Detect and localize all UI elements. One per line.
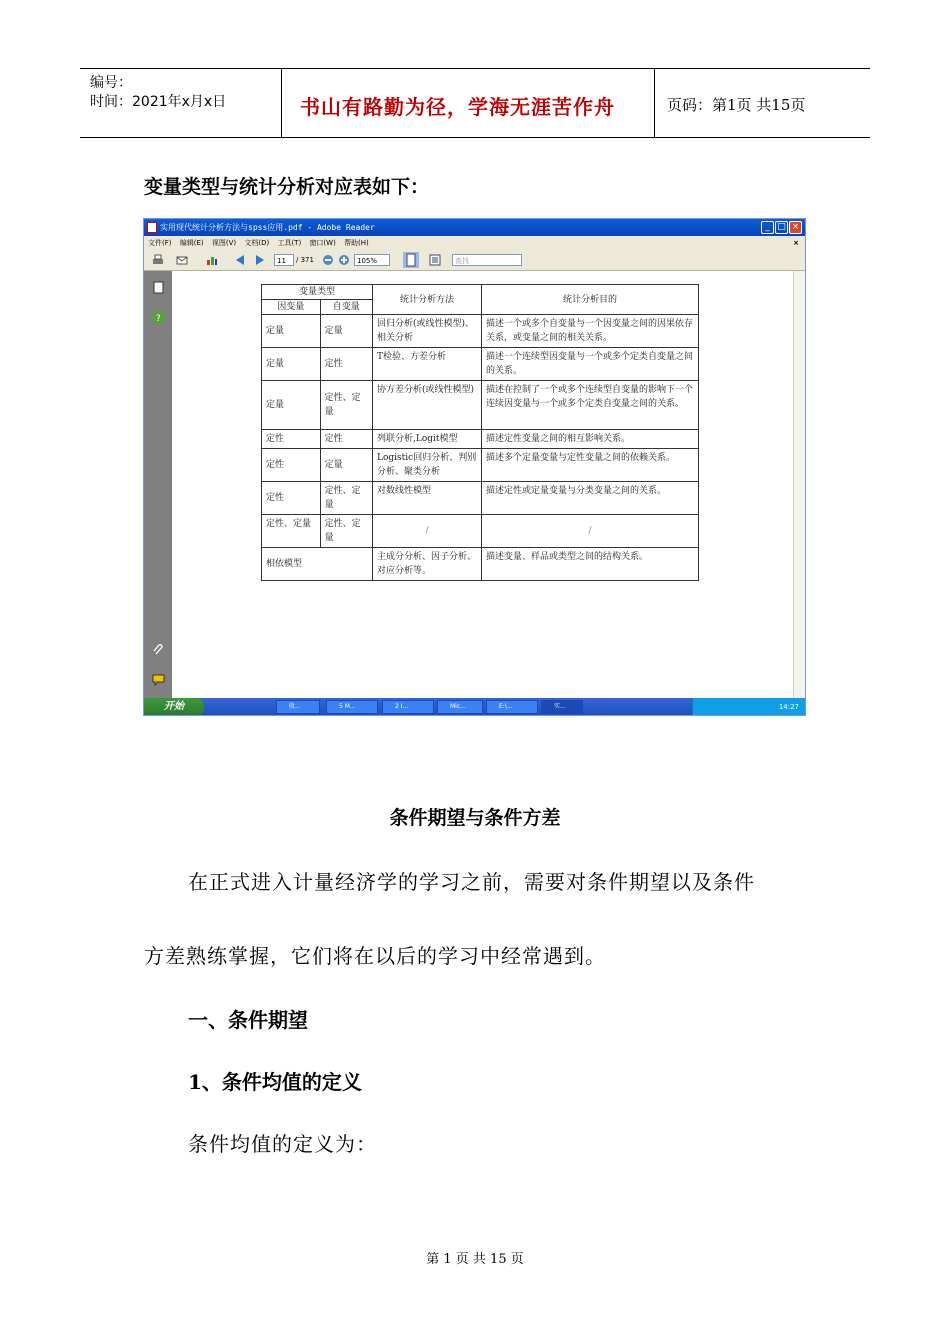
print-icon[interactable] xyxy=(152,254,164,266)
menu-file[interactable]: 文件(F) xyxy=(148,239,172,247)
section-title: 条件期望与条件方差 xyxy=(389,807,561,829)
table-row xyxy=(262,285,699,300)
email-icon[interactable] xyxy=(176,254,188,266)
header-goal: 统计分析目的 xyxy=(482,285,699,315)
page-number-input[interactable]: 11 xyxy=(274,254,294,266)
close-button[interactable]: × xyxy=(789,221,802,234)
menu-bar xyxy=(144,236,805,250)
header-independent: 自变量 xyxy=(320,300,372,315)
next-page-icon[interactable] xyxy=(254,254,266,266)
table-cell: 相依模型 xyxy=(262,548,373,581)
color-icon[interactable] xyxy=(206,254,218,266)
pdf-icon xyxy=(147,222,157,233)
table-cell: 回归分析(或线性模型)、相关分析 xyxy=(373,315,482,348)
table-cell: / xyxy=(373,515,482,548)
paragraph-definition: 条件均值的定义为： xyxy=(188,1132,377,1156)
pdf-document-area xyxy=(172,271,793,698)
fit-page-icon[interactable] xyxy=(429,254,441,266)
header-right-cell xyxy=(655,69,870,137)
header-method: 统计分析方法 xyxy=(373,285,482,315)
taskbar-item[interactable]: 2 I... xyxy=(382,700,434,714)
header-variable-type: 变量类型 xyxy=(262,285,373,300)
table-cell: T检验、方差分析 xyxy=(373,348,482,381)
table-cell: 列联分析,Logit模型 xyxy=(373,430,482,449)
menu-edit[interactable]: 编辑(E) xyxy=(179,239,204,247)
table-cell: 定性 xyxy=(320,430,372,449)
table-cell: 描述多个定量变量与定性变量之间的依赖关系。 xyxy=(482,449,699,482)
maximize-button[interactable]: □ xyxy=(775,221,788,234)
table-cell: 描述变量、样品或类型之间的结构关系。 xyxy=(482,548,699,581)
table-cell: 描述一个或多个自变量与一个因变量之间的因果依存关系，或变量之间的相关关系。 xyxy=(482,315,699,348)
menu-window[interactable]: 窗口(W) xyxy=(309,239,336,247)
table-row xyxy=(262,430,699,449)
number-label: 编号： xyxy=(90,75,132,91)
zoom-select[interactable]: 105% xyxy=(354,254,390,266)
table-cell: 协方差分析(或线性模型) xyxy=(373,381,482,430)
document-header xyxy=(80,68,870,138)
taskbar-item-active[interactable]: 实... xyxy=(541,700,583,714)
minimize-button[interactable]: _ xyxy=(761,221,774,234)
header-motto: 书山有路勤为径，学海无涯苦作舟 xyxy=(300,95,615,119)
table-row xyxy=(262,381,699,430)
table-row xyxy=(262,548,699,581)
table-cell: 定量 xyxy=(262,315,321,348)
taskbar-item[interactable]: 5 M... xyxy=(326,700,378,714)
table-row xyxy=(262,449,699,482)
comment-icon[interactable] xyxy=(152,673,165,686)
svg-text:?: ? xyxy=(156,314,161,324)
header-page-info: 页码：第1页 共15页 xyxy=(667,96,806,114)
toolbar xyxy=(144,250,805,271)
table-cell: / xyxy=(482,515,699,548)
table-cell: 描述在控制了一个或多个连续型自变量的影响下一个连续因变量与一个或多个定类自变量之间的关系。 xyxy=(482,381,699,430)
table-row xyxy=(262,348,699,381)
heading-conditional-expectation: 一、条件期望 xyxy=(188,1008,308,1032)
table-cell: 定性 xyxy=(262,430,321,449)
zoom-out-icon[interactable] xyxy=(322,254,334,266)
table-cell: 定性 xyxy=(320,348,372,381)
table-cell: 描述定性或定量变量与分类变量之间的关系。 xyxy=(482,482,699,515)
window-titlebar xyxy=(144,219,805,236)
table-cell: 主成分分析、因子分析、对应分析等。 xyxy=(373,548,482,581)
time-label: 时间：2021年x月x日 xyxy=(90,94,227,110)
previous-page-icon[interactable] xyxy=(234,254,246,266)
table-row xyxy=(262,482,699,515)
menu-view[interactable]: 视图(V) xyxy=(211,239,237,247)
menu-tools[interactable]: 工具(T) xyxy=(277,239,302,247)
window-title: 实用现代统计分析方法与spss应用.pdf - Adobe Reader xyxy=(160,223,375,232)
system-tray xyxy=(692,698,805,716)
header-dependent: 因变量 xyxy=(262,300,321,315)
header-center-cell xyxy=(282,69,655,137)
paragraph-line-2: 方差熟练掌握，它们将在以后的学习中经常遇到。 xyxy=(144,944,606,968)
attachment-icon[interactable] xyxy=(152,643,165,656)
help-icon[interactable] xyxy=(152,311,165,324)
table-cell: 定性 xyxy=(262,482,321,515)
table-cell: 定性、定量 xyxy=(320,482,372,515)
intro-heading: 变量类型与统计分析对应表如下： xyxy=(144,176,430,198)
pages-icon[interactable] xyxy=(152,281,165,294)
vertical-scrollbar[interactable] xyxy=(793,271,806,698)
variable-analysis-table xyxy=(261,284,699,581)
taskbar-item[interactable]: 收... xyxy=(276,700,320,714)
header-left-cell xyxy=(80,69,282,137)
table-row xyxy=(262,515,699,548)
table-cell: 定量 xyxy=(262,348,321,381)
single-page-icon[interactable] xyxy=(403,252,419,268)
table-row xyxy=(262,315,699,348)
table-cell: 定量 xyxy=(262,381,321,430)
table-cell: 定性 xyxy=(262,449,321,482)
table-cell: 描述定性变量之间的相互影响关系。 xyxy=(482,430,699,449)
embedded-screenshot xyxy=(143,218,806,716)
menu-close-icon[interactable]: × xyxy=(793,239,799,247)
menu-help[interactable]: 帮助(H) xyxy=(344,239,369,247)
search-input[interactable]: 查找 xyxy=(452,254,522,266)
menu-document[interactable]: 文档(D) xyxy=(244,239,270,247)
table-cell: 对数线性模型 xyxy=(373,482,482,515)
heading-conditional-mean-definition: 1、条件均值的定义 xyxy=(188,1070,362,1094)
taskbar-item[interactable]: Mic... xyxy=(437,700,483,714)
table-cell: 定性、定量 xyxy=(262,515,321,548)
page-footer: 第 1 页 共 15 页 xyxy=(426,1252,524,1267)
table-cell: 描述一个连续型因变量与一个或多个定类自变量之间的关系。 xyxy=(482,348,699,381)
start-button[interactable]: 开始 xyxy=(144,698,204,716)
navigation-sidebar xyxy=(144,271,172,698)
windows-taskbar xyxy=(144,698,805,716)
zoom-in-icon[interactable] xyxy=(338,254,350,266)
clock: 14:27 xyxy=(778,703,799,711)
table-cell: 定量 xyxy=(320,315,372,348)
page-total: / 371 xyxy=(296,256,314,264)
table-cell: 定量 xyxy=(320,449,372,482)
table-cell: 定性、定量 xyxy=(320,515,372,548)
table-cell: 定性、定量 xyxy=(320,381,372,430)
table-cell: Logistic回归分析、判别分析、聚类分析 xyxy=(373,449,482,482)
taskbar-item[interactable]: E:\... xyxy=(486,700,538,714)
paragraph-line-1: 在正式进入计量经济学的学习之前，需要对条件期望以及条件 xyxy=(188,870,755,894)
